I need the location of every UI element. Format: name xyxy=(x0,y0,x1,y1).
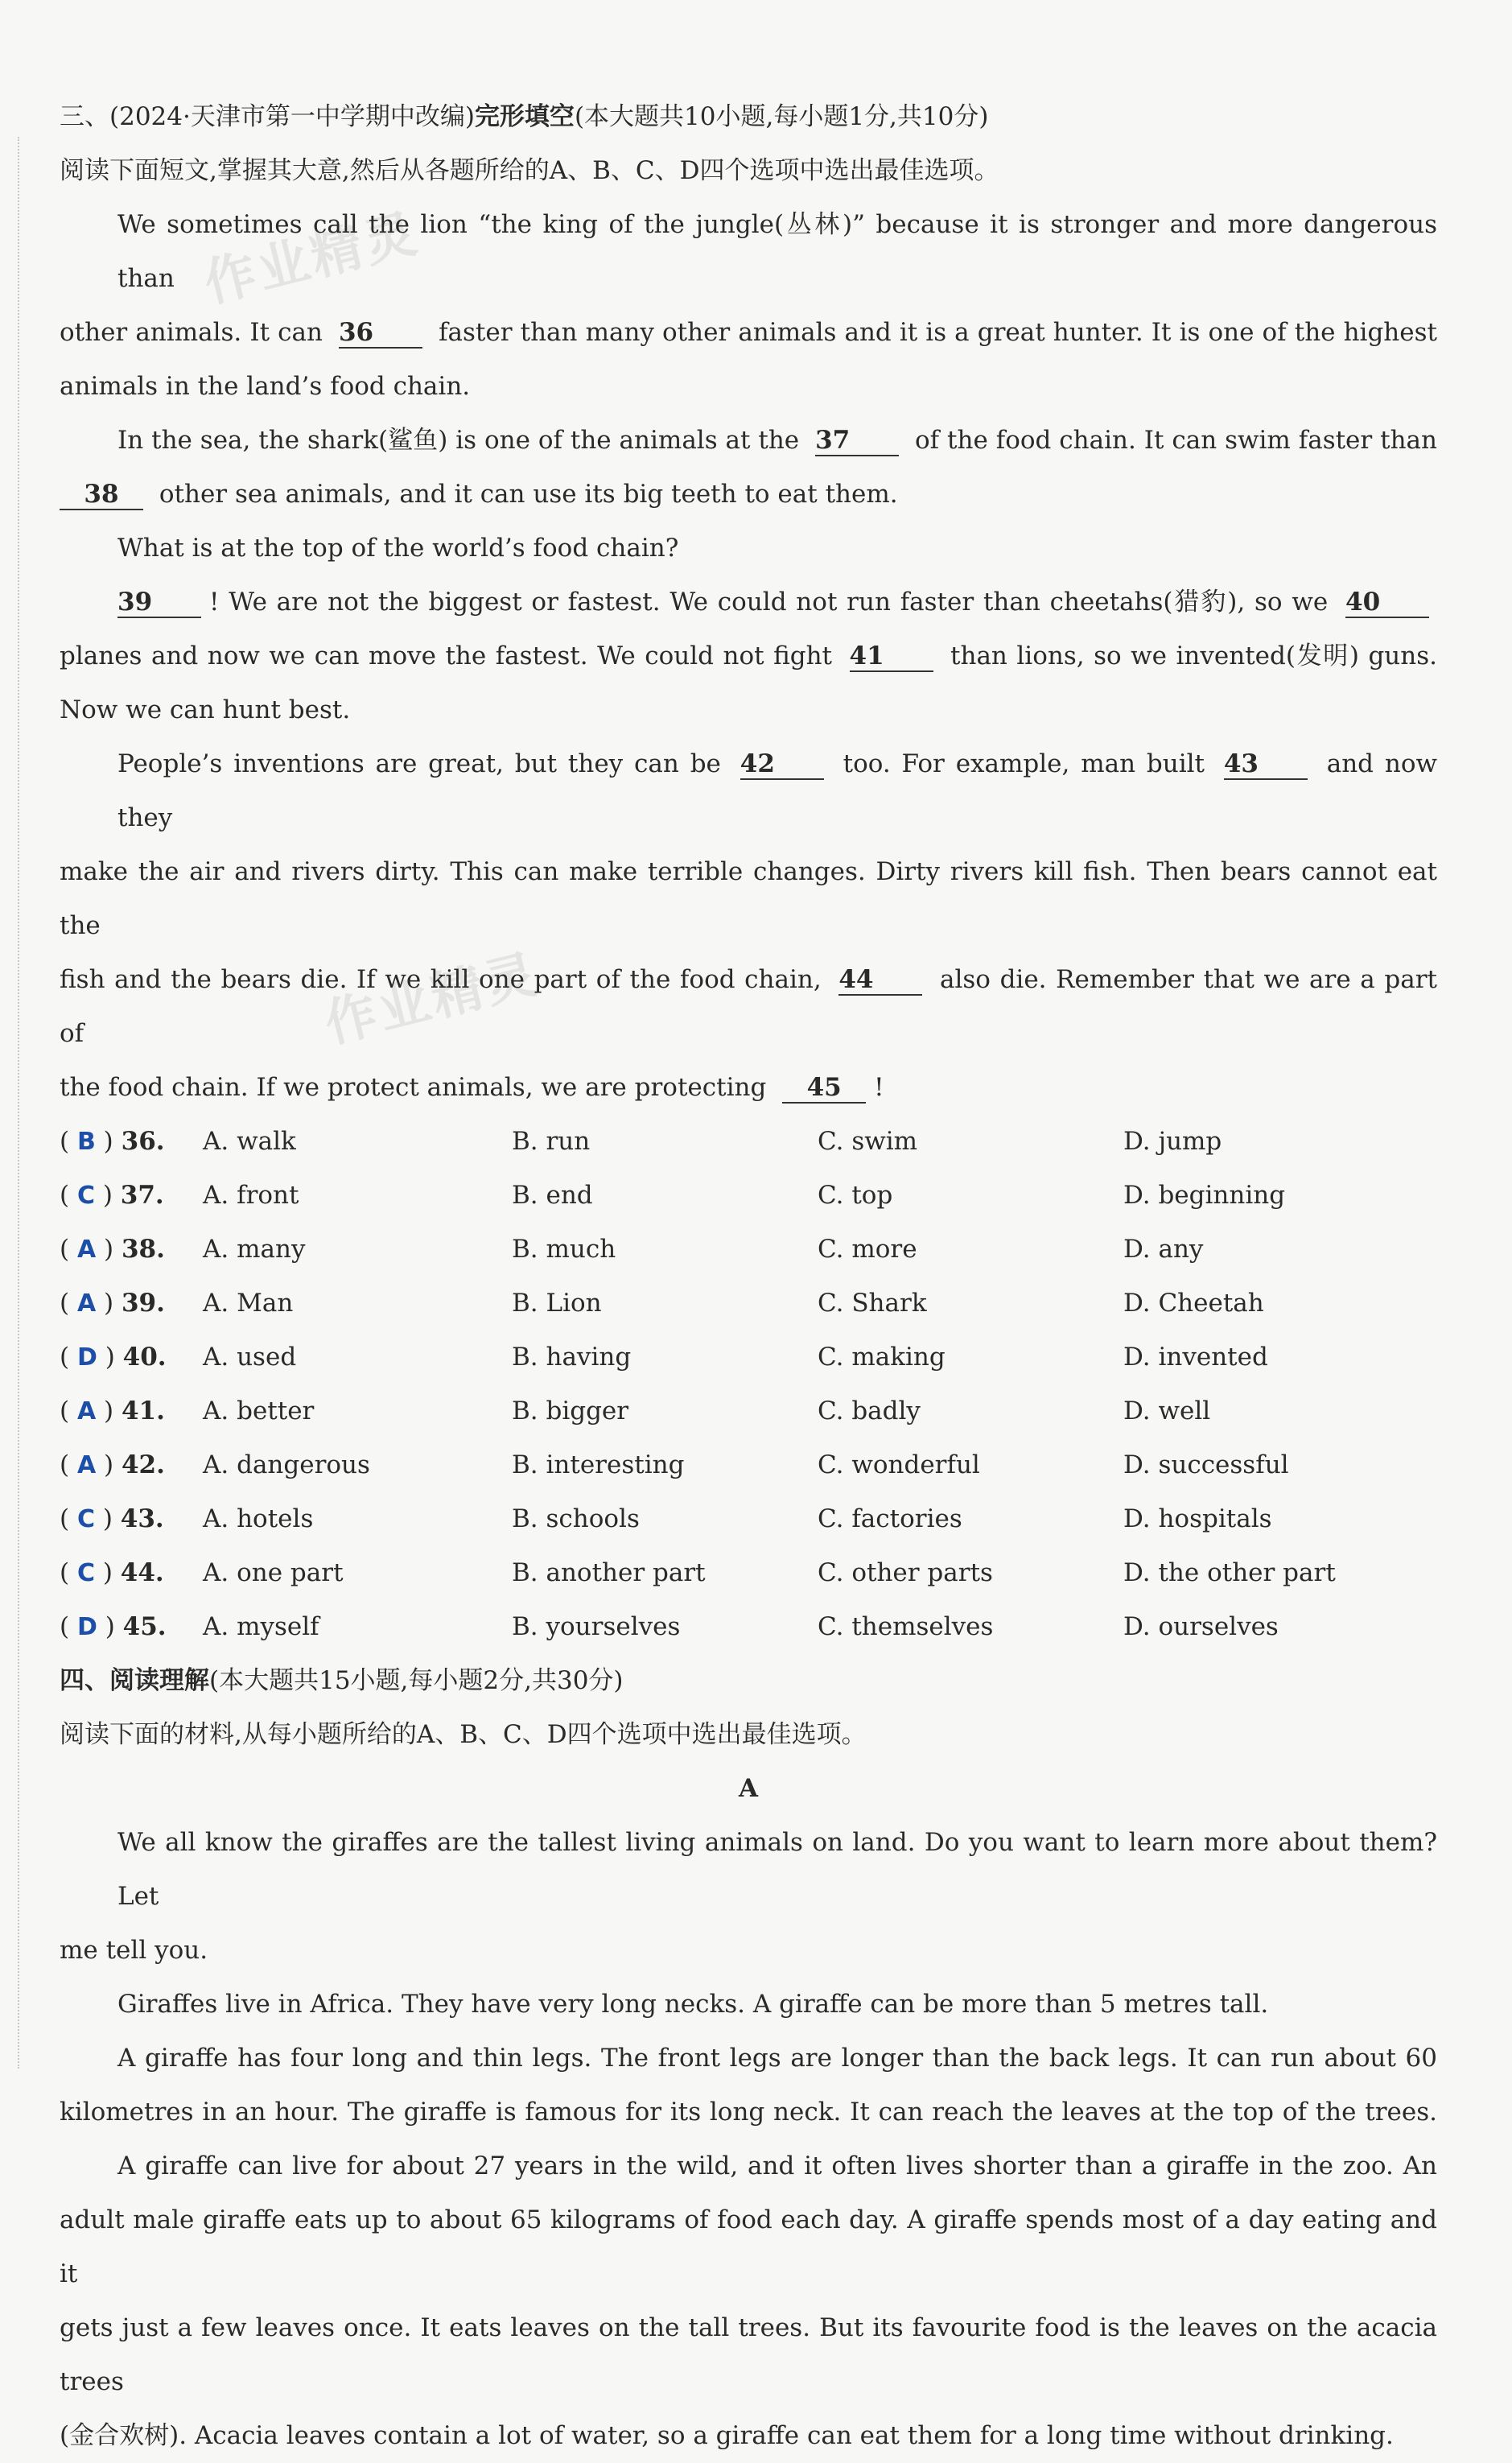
question-row xyxy=(60,1169,1437,1223)
heading-title: 四、阅读理解 xyxy=(60,1666,209,1695)
passage-text: ! xyxy=(874,1073,884,1102)
passage-line: Now we can hunt best. xyxy=(60,695,351,724)
option-b: B. schools xyxy=(512,1504,640,1533)
option-c: C. other parts xyxy=(818,1558,993,1587)
answer-letter: C xyxy=(76,1182,95,1210)
passage-line: gets just a few leaves once. It eats leaves on the tall trees. But its favourite food is the leaves on the acacia trees xyxy=(60,2313,1437,2396)
passage-text: ! We are not the biggest or fastest. We could not run faster than cheetahs(猎豹), so we xyxy=(209,588,1329,617)
option-a: A. myself xyxy=(203,1612,319,1641)
passage-text: the food chain. If we protect animals, we are protecting xyxy=(60,1073,767,1102)
question-number: 43. xyxy=(120,1504,164,1533)
answer-letter: C xyxy=(76,1559,95,1587)
answer-slot: ( A ) 39. xyxy=(60,1289,165,1318)
passage-line xyxy=(60,414,1437,468)
option-a: A. one part xyxy=(203,1558,344,1587)
passage-line: (金合欢树). Acacia leaves contain a lot of water, so a giraffe can eat them for a long time without drinking. xyxy=(60,2421,1394,2450)
question-number: 41. xyxy=(121,1397,165,1425)
passage-line: kilometres in an hour. The giraffe is famous for its long neck. It can reach the leaves at the top of the trees. xyxy=(60,2098,1437,2127)
option-c: C. top xyxy=(818,1181,893,1210)
passage-text: fish and the bears die. If we kill one part of the food chain, xyxy=(60,965,822,994)
passage-text: People’s inventions are great, but they can be xyxy=(117,749,721,778)
passage-text: also die. Remember that we are a part of xyxy=(60,965,1438,1048)
option-a: A. hotels xyxy=(203,1504,314,1533)
blank-36: 36 xyxy=(339,318,422,349)
section-4-instruction: 阅读下面的材料,从每小题所给的A、B、C、D四个选项中选出最佳选项。 xyxy=(60,1720,867,1749)
passage-text: too. For example, man built xyxy=(843,749,1205,778)
passage-line: animals in the land’s food chain. xyxy=(60,372,471,401)
heading-prefix: 三、(2024·天津市第一中学期中改编) xyxy=(60,102,475,131)
page-content xyxy=(60,90,1437,2463)
answer-slot: ( D ) 40. xyxy=(60,1343,167,1372)
passage-line: We sometimes call the lion “the king of the jungle(丛林)” because it is stronger and more dangerous than xyxy=(117,210,1437,293)
passage-line: What is at the top of the world’s food chain? xyxy=(117,534,679,563)
option-c: C. factories xyxy=(818,1504,962,1533)
passage-text: planes and now we can move the fastest. We could not fight xyxy=(60,642,833,670)
answer-letter: A xyxy=(76,1397,97,1425)
passage-text: of the food chain. It can swim faster than xyxy=(915,426,1438,455)
answer-letter: B xyxy=(76,1128,96,1156)
passage-line: adult male giraffe eats up to about 65 kilograms of food each day. A giraffe spends most of a day eating and it xyxy=(60,2205,1437,2288)
question-row xyxy=(60,1438,1437,1492)
option-d: D. any xyxy=(1123,1235,1204,1264)
blank-37: 37 xyxy=(815,426,899,456)
option-a: A. used xyxy=(203,1343,297,1372)
passage-line: make the air and rivers dirty. This can make terrible changes. Dirty rivers kill fish. Then bears cannot eat the xyxy=(60,857,1437,940)
option-c: C. swim xyxy=(818,1127,918,1156)
answer-slot: ( C ) 37. xyxy=(60,1181,164,1210)
option-d: D. the other part xyxy=(1123,1558,1336,1587)
passage-label: A xyxy=(738,1774,759,1803)
option-c: C. Shark xyxy=(818,1289,927,1318)
passage-text: and now they xyxy=(117,749,1438,832)
answer-letter: A xyxy=(76,1451,97,1479)
option-c: C. badly xyxy=(818,1397,921,1425)
option-a: A. walk xyxy=(203,1127,296,1156)
option-b: B. another part xyxy=(512,1558,706,1587)
passage-line xyxy=(60,468,1437,522)
answer-letter: C xyxy=(76,1505,95,1533)
option-a: A. front xyxy=(203,1181,299,1210)
section-4-heading xyxy=(60,1654,1437,1708)
watermark: 作业精灵 xyxy=(319,944,546,1055)
heading-suffix: (本大题共15小题,每小题2分,共30分) xyxy=(209,1666,624,1695)
answer-slot: ( B ) 36. xyxy=(60,1127,165,1156)
watermark: 作业精灵 xyxy=(198,204,426,315)
passage-text: other sea animals, and it can use its big teeth to eat them. xyxy=(159,480,898,509)
answer-letter: A xyxy=(76,1236,97,1264)
blank-38: 38 xyxy=(60,480,143,510)
passage-line: me tell you. xyxy=(60,1936,208,1965)
passage-line xyxy=(60,306,1437,360)
option-d: D. invented xyxy=(1123,1343,1268,1372)
passage-text: faster than many other animals and it is a great hunter. It is one of the highest xyxy=(439,318,1437,347)
passage-line: A giraffe can live for about 27 years in the wild, and it often lives shorter than a giraffe in the zoo. An xyxy=(117,2152,1437,2180)
question-number: 44. xyxy=(120,1558,164,1587)
passage-line xyxy=(60,1061,1437,1115)
option-a: A. dangerous xyxy=(203,1450,370,1479)
question-row xyxy=(60,1384,1437,1438)
answer-slot: ( D ) 45. xyxy=(60,1612,167,1641)
question-row xyxy=(60,1600,1437,1654)
option-b: B. end xyxy=(512,1181,593,1210)
option-d: D. hospitals xyxy=(1123,1504,1272,1533)
question-row xyxy=(60,1546,1437,1600)
option-a: A. Man xyxy=(203,1289,294,1318)
option-d: D. successful xyxy=(1123,1450,1289,1479)
option-c: C. more xyxy=(818,1235,917,1264)
passage-line xyxy=(60,629,1437,683)
option-d: D. beginning xyxy=(1123,1181,1286,1210)
passage-text: than lions, so we invented(发明) guns. xyxy=(950,642,1437,670)
question-number: 42. xyxy=(121,1450,165,1479)
heading-title: 完形填空 xyxy=(474,102,575,131)
blank-41: 41 xyxy=(850,642,933,672)
option-b: B. bigger xyxy=(512,1397,629,1425)
option-b: B. interesting xyxy=(512,1450,685,1479)
option-c: C. wonderful xyxy=(818,1450,980,1479)
option-a: A. many xyxy=(203,1235,306,1264)
answer-letter: D xyxy=(76,1613,97,1641)
question-number: 39. xyxy=(121,1289,165,1318)
blank-39: 39 xyxy=(117,588,201,618)
answer-letter: A xyxy=(76,1289,97,1318)
question-row xyxy=(60,1492,1437,1546)
question-number: 36. xyxy=(121,1127,165,1156)
section-3-heading xyxy=(60,90,1437,144)
question-number: 37. xyxy=(120,1181,164,1210)
question-row xyxy=(60,1223,1437,1277)
question-number: 45. xyxy=(122,1612,167,1641)
question-number: 38. xyxy=(121,1235,165,1264)
option-b: B. yourselves xyxy=(512,1612,681,1641)
option-b: B. Lion xyxy=(512,1289,602,1318)
passage-line xyxy=(60,737,1437,845)
passage-line: A giraffe has four long and thin legs. The front legs are longer than the back legs. It can run about 60 xyxy=(117,2044,1437,2073)
question-row xyxy=(60,1331,1437,1384)
blank-40: 40 xyxy=(1345,588,1429,618)
blank-44: 44 xyxy=(838,965,922,996)
option-c: C. themselves xyxy=(818,1612,994,1641)
passage-line xyxy=(60,953,1437,1061)
answer-slot: ( A ) 41. xyxy=(60,1397,165,1425)
option-b: B. run xyxy=(512,1127,591,1156)
option-d: D. ourselves xyxy=(1123,1612,1279,1641)
margin-dotted-line xyxy=(18,137,19,2069)
question-row xyxy=(60,1115,1437,1169)
question-number: 40. xyxy=(122,1343,167,1372)
answer-slot: ( A ) 42. xyxy=(60,1450,165,1479)
option-d: D. jump xyxy=(1123,1127,1222,1156)
passage-text: In the sea, the shark(鲨鱼) is one of the animals at the xyxy=(117,426,800,455)
option-d: D. well xyxy=(1123,1397,1211,1425)
heading-suffix: (本大题共10小题,每小题1分,共10分) xyxy=(574,102,989,131)
option-c: C. making xyxy=(818,1343,946,1372)
passage-line: Giraffes live in Africa. They have very long necks. A giraffe can be more than 5 metres tall. xyxy=(117,1990,1269,2019)
question-row xyxy=(60,1277,1437,1331)
answer-slot: ( C ) 44. xyxy=(60,1558,164,1587)
blank-42: 42 xyxy=(740,749,824,780)
blank-43: 43 xyxy=(1224,749,1308,780)
passage-text: other animals. It can xyxy=(60,318,323,347)
answer-slot: ( C ) 43. xyxy=(60,1504,164,1533)
option-b: B. having xyxy=(512,1343,632,1372)
passage-line xyxy=(60,576,1437,629)
option-d: D. Cheetah xyxy=(1123,1289,1264,1318)
option-b: B. much xyxy=(512,1235,616,1264)
passage-line: We all know the giraffes are the tallest living animals on land. Do you want to learn more about them? Let xyxy=(117,1828,1437,1911)
answer-slot: ( A ) 38. xyxy=(60,1235,165,1264)
option-a: A. better xyxy=(203,1397,315,1425)
blank-45: 45 xyxy=(782,1073,866,1104)
answer-letter: D xyxy=(76,1343,97,1372)
section-3-instruction: 阅读下面短文,掌握其大意,然后从各题所给的A、B、C、D四个选项中选出最佳选项。 xyxy=(60,156,999,185)
